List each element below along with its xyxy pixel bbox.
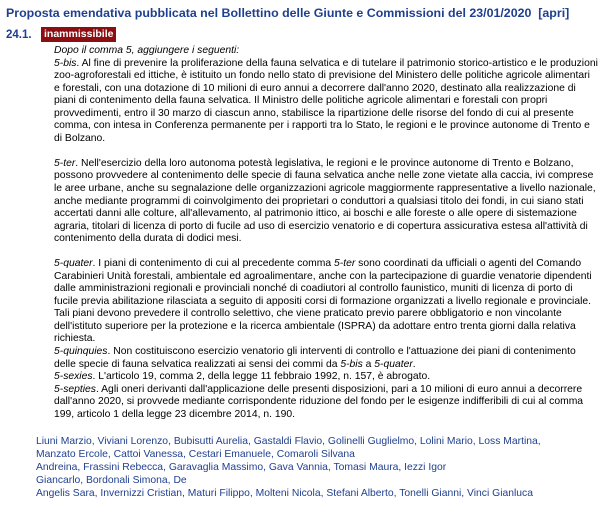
signer: Garavaglia Massimo,	[168, 462, 266, 474]
signer: Viviani Lorenzo,	[97, 436, 171, 447]
signer: Frassini Rebecca,	[83, 462, 166, 474]
signer: Molteni Nicola,	[255, 488, 324, 500]
signers-list	[36, 435, 598, 500]
status-badge: inammissibile	[41, 27, 116, 42]
amendment-number: 24.1.	[6, 28, 32, 41]
signer: Bubisutti Aurelia,	[173, 436, 251, 447]
signer: Tomasi Maura,	[333, 462, 402, 474]
signer: Lolini Mario,	[419, 436, 476, 447]
paragraph-5-quinquies: 5-quinquies. Non costituiscono esercizio venatorio gli interventi di controllo e l'attuazione dei piani di contenimento delle specie di fauna selvatica realizzati ai sensi dei commi da 5-bis a 5-quater.	[54, 346, 576, 370]
signer: Golinelli Guglielmo,	[327, 436, 418, 447]
signer: Vinci Gianluca	[467, 488, 533, 500]
paragraph-5-bis: 5-bis. Al fine di prevenire la proliferazione della fauna selvatica e di tutelare il patrimonio storico-artistico e le produzioni zoo-agroforestali ed ittiche, è istituito un fondo nello stato di previsione del Ministero delle politiche agricole alimentari e forestali, con una dotazione di 10 milioni di euro annui a decorrere dall'anno 2020, destinato alla realizzazione di piani di contenimento della fauna selvatica. Il Ministro delle politiche agricole alimentari e forestali con propri provvedimenti, entro il 30 marzo di ciascun anno, stabilisce la ripartizione delle risorse del fondo di cui al presente comma, con intesa in Conferenza permanente per i rapporti tra lo Stato, le regioni e le province autonome di Trento e di Bolzano.	[54, 57, 598, 144]
signer: Angelis Sara,	[36, 488, 98, 500]
paragraph-5-quater: 5-quater. I piani di contenimento di cui al precedente comma 5-ter sono coordinati da ufficiali o agenti del Comando Carabinieri Unità forestali, ambientale ed agroalimentare, anche con la partecipazione di guardie venatorie dipendenti dalle amministrazioni regionali e provinciali nonché di coadiutori al controllo faunistico, muniti di licenza di porto di fucile previa abilitazione rilasciata a seguito di appositi corsi di formazione organizzati a livello regionale e provinciale. Tali piani devono prevedere il controllo selettivo, che viene praticato previo parere obbligatorio e non vincolante dell'istituto superiore per la protezione e la ricerca ambientale (ISPRA) da adottare entro trenta giorni dalla relativa richiesta.	[54, 258, 592, 345]
open-link-bracket-left: [	[538, 6, 543, 20]
signer: Liuni Marzio,	[36, 436, 95, 447]
paragraph-5-sexies: 5-sexies. L'articolo 19, comma 2, della legge 11 febbraio 1992, n. 157, è abrogato.	[54, 371, 431, 383]
signer: Gava Vannia,	[268, 462, 331, 474]
signer: Cattoi Vanessa,	[113, 449, 186, 461]
signer: Iezzi Igor	[404, 462, 447, 474]
signer: Andreina,	[36, 462, 81, 474]
signer: De	[173, 475, 187, 487]
signer: Stefani Alberto,	[326, 488, 397, 500]
signer: Maturi Filippo,	[187, 488, 253, 500]
amendment-text	[54, 45, 598, 421]
header-title: Proposta emendativa pubblicata nel Bollettino delle Giunte e Commissioni del 23/01/2020	[6, 6, 532, 20]
open-link[interactable]: apri	[542, 6, 566, 20]
paragraph-5-ter: 5-ter. Nell'esercizio della loro autonoma potestà legislativa, le regioni e le province autonome di Trento e Bolzano, possono provvedere al contenimento delle specie di fauna selvatica anche nelle zone vietate alla caccia, ivi comprese le aree urbane, anche su segnalazione delle organizzazioni agricole maggiormente rappresentative a livello nazionale, anche mediante programmi di coinvolgimento dei proprietari o conduttori a qualsiasi titolo dei fondi, in cui siano stati accertati danni alle colture, all'allevamento, al patrimonio ittico, ai boschi e alle foreste o alle opere di sistemazione agraria, titolari di licenza di porto di fucile ad uso di esercizio venatorio e di copertura assicurativa estesa all'attività di contenimento della durata di dodici mesi.	[54, 157, 596, 245]
amendment-row	[6, 27, 116, 42]
open-link-bracket-right: ]	[565, 6, 570, 20]
bulletin-header	[6, 6, 598, 20]
signer: Bordonali Simona,	[86, 475, 171, 487]
signer: Invernizzi Cristian,	[100, 488, 185, 500]
signer: Manzato Ercole,	[36, 449, 111, 461]
paragraph-5-septies: 5-septies. Agli oneri derivanti dall'applicazione delle presenti disposizioni, pari a 10 milioni di euro annui a decorrere dall'anno 2020, si provvede mediante corrispondente riduzione del fondo per le esigenze indifferibili di cui al comma 199, articolo 1 della legge 23 dicembre 2014, n. 190.	[54, 383, 584, 420]
signer: Tonelli Gianni,	[399, 488, 465, 500]
signer: Giancarlo,	[36, 475, 84, 487]
signer: Cestari Emanuele,	[188, 449, 274, 461]
signer: Loss Martina,	[478, 436, 541, 447]
intro-line: Dopo il comma 5, aggiungere i seguenti:	[54, 45, 240, 56]
signer: Comaroli Silvana	[276, 449, 355, 461]
signer: Gastaldi Flavio,	[253, 436, 326, 447]
